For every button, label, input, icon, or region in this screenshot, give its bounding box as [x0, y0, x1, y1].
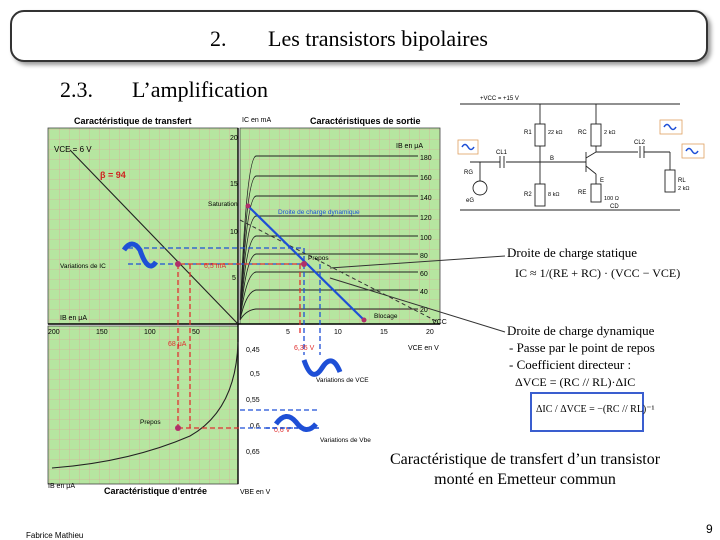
ib-tick-200: 200 — [48, 329, 60, 336]
r2-label: R2 — [524, 192, 532, 198]
ib-curve-160: 160 — [420, 175, 432, 182]
ic-tick-5: 5 — [232, 275, 236, 282]
ib-axis-top: IB en μA — [60, 315, 87, 322]
vbe-axis-label: VBE en V — [240, 489, 271, 496]
footer-author: Fabrice Mathieu — [26, 531, 84, 540]
rc-value: 2 kΩ — [604, 130, 616, 136]
ic-tick-15: 15 — [230, 181, 238, 188]
vbe-tick-045: 0,45 — [246, 347, 260, 354]
dynamic-load-title: Droite de charge dynamique — [507, 323, 655, 338]
rg-label: RG — [464, 170, 473, 176]
r2-value: 8 kΩ — [548, 192, 560, 198]
section-number: 2.3. — [60, 77, 93, 102]
vce-label: VCE = 6 V — [54, 145, 92, 154]
vcc-value: +VCC = +15 V — [480, 96, 519, 102]
dynamic-formula-1: ΔVCE = (RC // RL)·ΔIC — [515, 375, 636, 389]
ib-curve-180: 180 — [420, 155, 432, 162]
ib-curve-40: 40 — [420, 289, 428, 296]
dynamic-point-1: - Passe par le point de repos — [509, 340, 655, 355]
emitter-label: E — [600, 178, 605, 184]
saturation-label: Saturation — [208, 201, 238, 208]
vce-value: 6,35 V — [294, 345, 315, 352]
vce-tick-10: 10 — [334, 329, 342, 336]
ib-curve-80: 80 — [420, 253, 428, 260]
figure-caption — [350, 450, 700, 490]
prepos-out-label: Prepos — [308, 255, 329, 262]
rl-value: 2 kΩ — [678, 186, 690, 192]
dynamic-point-2: - Coefficient directeur : — [509, 357, 632, 372]
r1-label: R1 — [524, 130, 532, 136]
cl1-label: CL1 — [496, 150, 508, 156]
vbe-tick-065: 0,65 — [246, 449, 260, 456]
caption-line-1: Caractéristique de transfert d’un transistor — [389, 451, 661, 468]
caption-line-2: monté en Emetteur commun — [434, 471, 616, 488]
cl2-label: CL2 — [634, 140, 646, 146]
vce-tick-5: 5 — [286, 329, 290, 336]
ic-axis-label: IC en mA — [242, 117, 272, 124]
vce-tick-15: 15 — [380, 329, 388, 336]
ib-tick-100: 100 — [144, 329, 156, 336]
static-load-formula: IC ≈ 1/(RE + RC) · (VCC − VCE) — [515, 266, 681, 280]
var-vbe-label: Variations de Vbe — [320, 437, 371, 444]
slide-title: Les transistors bipolaires — [268, 26, 488, 51]
base-label: B — [550, 156, 555, 162]
ib-tick-150: 150 — [96, 329, 108, 336]
ib-axis-bottom: IB en μA — [48, 483, 75, 490]
prepos-in-label: Prepos — [140, 419, 161, 426]
beta-label: β = 94 — [100, 170, 126, 180]
ic-tick-10: 10 — [230, 229, 238, 236]
rl-label: RL — [678, 178, 686, 184]
static-load-title: Droite de charge statique — [507, 245, 638, 260]
r1-value: 22 kΩ — [548, 130, 563, 136]
vbe-tick-06: 0,6 — [250, 423, 260, 430]
vcc-label: VCC — [432, 319, 447, 326]
section-title: L’amplification — [132, 77, 269, 102]
input-title: Caractéristique d’entrée — [104, 486, 208, 496]
ib-curve-100: 100 — [420, 235, 432, 242]
dyn-line-label: Droite de charge dynamique — [278, 209, 360, 216]
ic-value: 6,5 mA — [204, 263, 227, 270]
ib-curve-header: IB en μA — [396, 143, 423, 150]
dynamic-formula-2: ΔIC / ΔVCE = −(RC // RL)⁻¹ — [536, 404, 655, 415]
re-value: 100 Ω — [604, 196, 619, 202]
ib-curve-20: 20 — [420, 307, 428, 314]
vbe-value: 0,6 V — [274, 427, 291, 434]
ib-value: 68 μA — [168, 341, 187, 348]
ib-curve-140: 140 — [420, 195, 432, 202]
var-vce-label: Variations de VCE — [316, 377, 369, 384]
cd-label: CD — [610, 204, 619, 210]
output-title: Caractéristiques de sortie — [310, 116, 421, 126]
blocage-label: Blocage — [374, 313, 398, 320]
re-label: RE — [578, 190, 587, 196]
transfer-title: Caractéristique de transfert — [74, 116, 192, 126]
title-number: 2. — [210, 26, 227, 51]
vbe-tick-05: 0,5 — [250, 371, 260, 378]
vce-axis-label: VCE en V — [408, 345, 439, 352]
ib-curve-60: 60 — [420, 271, 428, 278]
rc-label: RC — [578, 130, 587, 136]
ib-tick-50: 50 — [192, 329, 200, 336]
dynamic-formula-box — [530, 392, 655, 432]
eg-label: eG — [466, 198, 475, 204]
vce-tick-20: 20 — [426, 329, 434, 336]
page-number: 9 — [706, 522, 713, 536]
var-ic-label: Variations de IC — [60, 263, 106, 270]
ic-tick-20: 20 — [230, 135, 238, 142]
vbe-tick-055: 0,55 — [246, 397, 260, 404]
ib-curve-120: 120 — [420, 215, 432, 222]
